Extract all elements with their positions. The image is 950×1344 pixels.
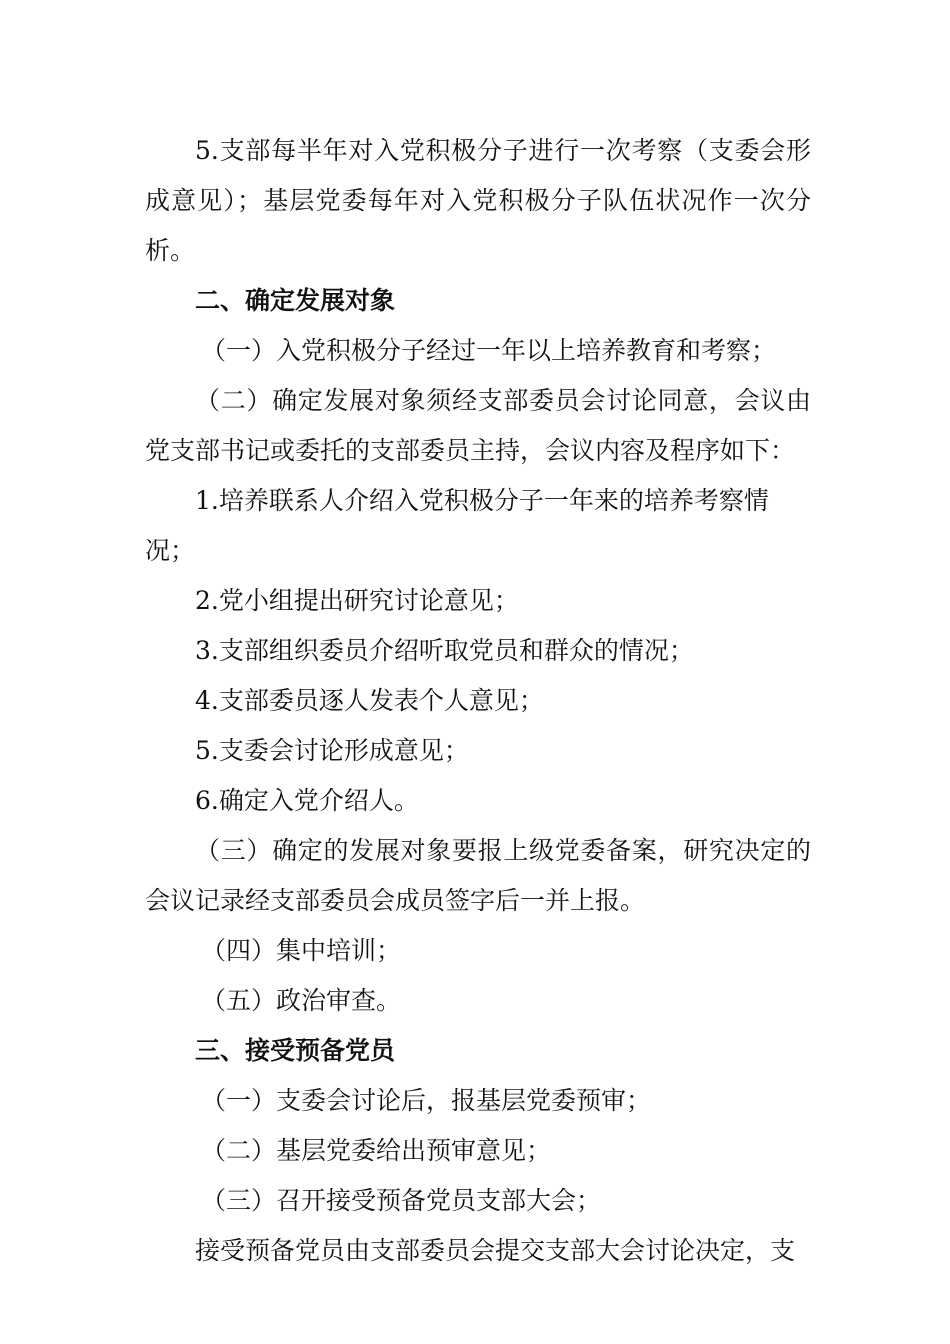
list-item-3: 3.支部组织委员介绍听取党员和群众的情况； — [195, 636, 694, 665]
paragraph-accept-decision: 接受预备党员由支部委员会提交支部大会讨论决定，支 — [195, 1236, 796, 1265]
paragraph-sub-4: （四）集中培训； — [201, 936, 402, 965]
paragraph-sub-1: （一）入党积极分子经过一年以上培养教育和考察； — [201, 336, 777, 365]
paragraph-item-5-inspection: 5.支部每半年对入党积极分子进行一次考察（支委会形成意见）；基层党委每年对入党积极分子队伍状况作一次分析。 — [145, 136, 811, 265]
section-heading-accept-probationary: 三、接受预备党员 — [195, 1036, 396, 1065]
list-item-1: 1.培养联系人介绍入党积极分子一年来的培养考察情况； — [145, 486, 769, 565]
list-item-5: 5.支委会讨论形成意见； — [195, 736, 469, 765]
paragraph-sub-3: （三）确定的发展对象要报上级党委备案，研究决定的会议记录经支部委员会成员签字后一并上报。 — [145, 836, 811, 915]
list-item-2: 2.党小组提出研究讨论意见； — [195, 586, 519, 615]
document-body — [145, 126, 811, 1276]
paragraph-sub-2: （二）确定发展对象须经支部委员会讨论同意，会议由党支部书记或委托的支部委员主持，会议内容及程序如下： — [145, 386, 811, 465]
section-heading-determine-candidates: 二、确定发展对象 — [195, 286, 396, 315]
paragraph-sub-8: （三）召开接受预备党员支部大会； — [201, 1186, 602, 1215]
list-item-4: 4.支部委员逐人发表个人意见； — [195, 686, 544, 715]
paragraph-sub-6: （一）支委会讨论后，报基层党委预审； — [201, 1086, 652, 1115]
paragraph-sub-5: （五）政治审查。 — [201, 986, 402, 1015]
list-item-6: 6.确定入党介绍人。 — [195, 786, 419, 815]
paragraph-sub-7: （二）基层党委给出预审意见； — [201, 1136, 552, 1165]
